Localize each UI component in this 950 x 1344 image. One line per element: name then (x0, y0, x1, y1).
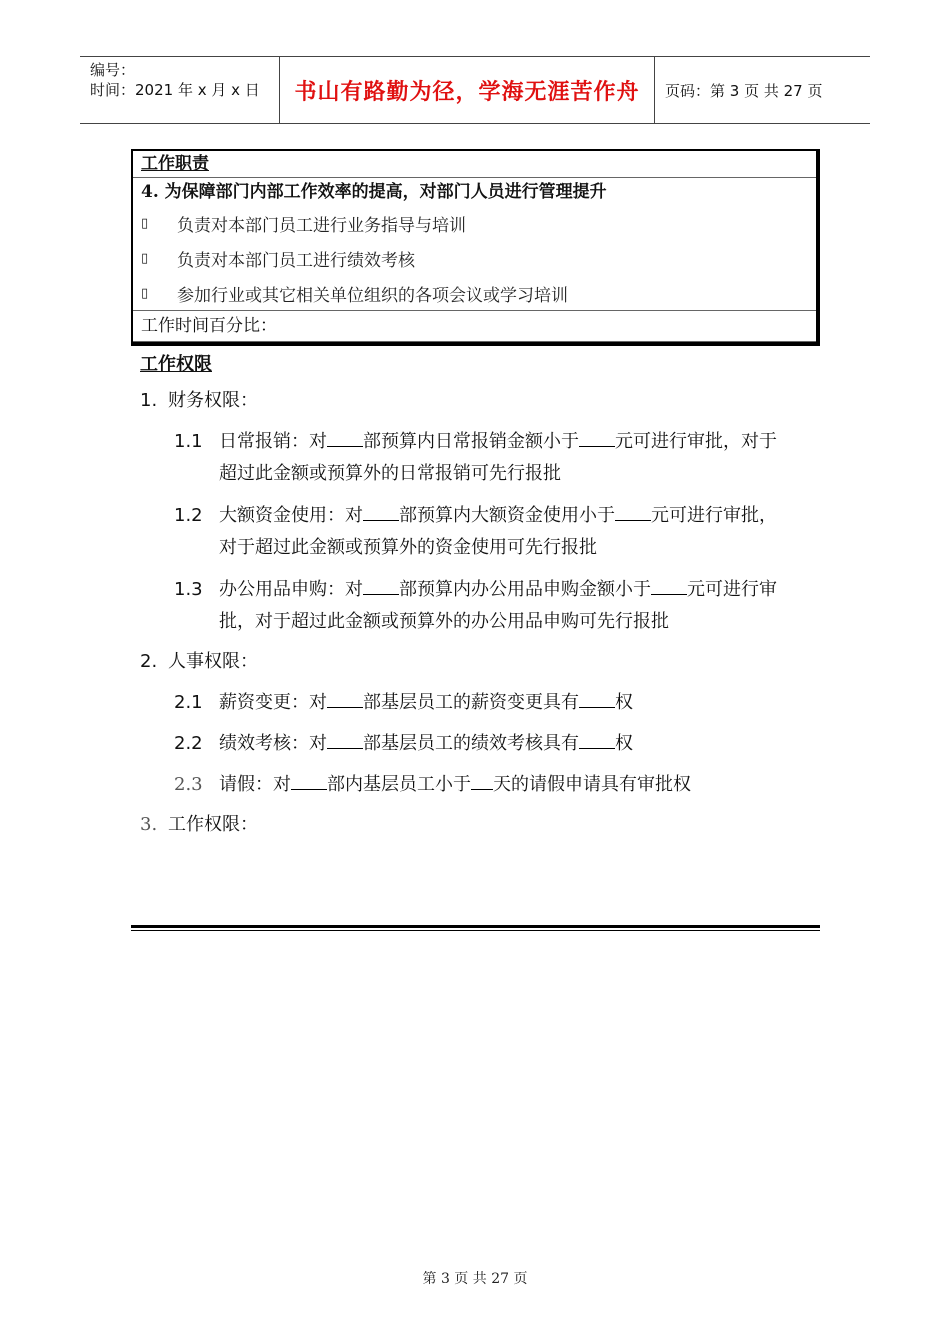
header-meta (80, 57, 280, 123)
work-heading: 3. 工作权限： (140, 814, 258, 835)
finance-item-cont: 对于超过此金额或预算外的资金使用可先行报批 (219, 537, 597, 558)
fill-blank (579, 428, 615, 447)
bullet-icon: ▯ (141, 251, 149, 266)
finance-item: 1.2 大额资金使用：对 部预算内大额资金使用小于 元可进行审批， (174, 502, 777, 529)
time-percentage: 工作时间百分比： (133, 310, 816, 342)
page-header (80, 56, 870, 124)
fill-blank (471, 771, 493, 790)
finance-item: 1.1 日常报销：对 部预算内日常报销金额小于 元可进行审批，对于 (174, 428, 777, 455)
bullet-icon: ▯ (141, 286, 149, 301)
fill-blank (579, 730, 615, 749)
duty-item (133, 241, 816, 276)
page-footer: 第 3 页 共 27 页 (422, 1271, 528, 1287)
finance-item-cont: 批，对于超过此金额或预算外的办公用品申购可先行报批 (219, 611, 669, 632)
time-label: 时间：2021 年 x 月 x 日 (90, 81, 260, 99)
section-divider (131, 930, 820, 931)
fill-blank (291, 771, 327, 790)
duty-item (133, 206, 816, 241)
hr-item: 2.3 请假：对 部内基层员工小于 天的请假申请具有审批权 (174, 771, 691, 798)
bullet-icon: ▯ (141, 216, 149, 231)
finance-item: 1.3 办公用品申购：对 部预算内办公用品申购金额小于 元可进行审 (174, 576, 777, 603)
fill-blank (615, 502, 651, 521)
fill-blank (327, 689, 363, 708)
fill-blank (327, 730, 363, 749)
fill-blank (579, 689, 615, 708)
duties-heading: 4. 为保障部门内部工作效率的提高，对部门人员进行管理提升 (141, 182, 607, 202)
duty-item-text: 负责对本部门员工进行业务指导与培训 (177, 216, 466, 236)
section-divider (131, 925, 820, 928)
hr-item: 2.2 绩效考核：对 部基层员工的绩效考核具有 权 (174, 730, 633, 757)
duty-item-text: 负责对本部门员工进行绩效考核 (177, 251, 415, 271)
hr-heading: 2. 人事权限： (140, 651, 258, 672)
header-page-info: 页码：第 3 页 共 27 页 (665, 81, 823, 100)
hr-item: 2.1 薪资变更：对 部基层员工的薪资变更具有 权 (174, 689, 633, 716)
duty-item (133, 276, 816, 311)
number-label: 编号： (90, 61, 136, 79)
authority-title: 工作权限 (140, 354, 212, 375)
fill-blank (651, 576, 687, 595)
duties-table (131, 149, 820, 346)
duties-title: 工作职责 (133, 151, 816, 178)
duty-item-text: 参加行业或其它相关单位组织的各项会议或学习培训 (177, 286, 568, 306)
fill-blank (363, 576, 399, 595)
fill-blank (327, 428, 363, 447)
finance-item-cont: 超过此金额或预算外的日常报销可先行报批 (219, 463, 561, 484)
header-motto: 书山有路勤为径，学海无涯苦作舟 (280, 57, 655, 123)
finance-heading: 1. 财务权限： (140, 390, 258, 411)
fill-blank (363, 502, 399, 521)
